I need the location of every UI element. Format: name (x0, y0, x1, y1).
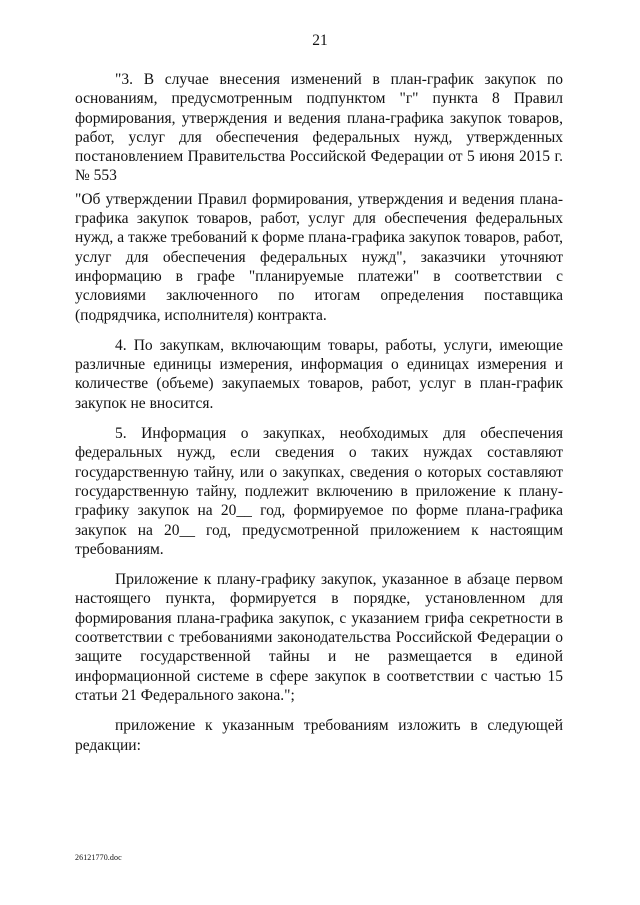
paragraph-item-4: 4. По закупкам, включающим товары, работы, услуги, имеющие различные единицы измерения, информация о единицах измерения и количестве (объеме) закупаемых товаров, работ, услуг в план-график закупок не вносится. (75, 336, 563, 412)
document-file-reference: 26121770.doc (75, 853, 122, 862)
paragraph-item-3: "3. В случае внесения изменений в план-график закупок по основаниям, предусмотренным подпунктом "г" пункта 8 Правил формирования, утверждения и ведения плана-графика закупок товаров, работ, услуг для обеспечения федеральных нужд, утвержденных постановлением Правительства Российской Федерации от 5 июня 2015 г. № 553 (75, 71, 563, 185)
paragraph-amendment: приложение к указанным требованиям изложить в следующей редакции: (75, 717, 563, 754)
document-body (75, 70, 563, 755)
paragraph-resolution-title: "Об утверждении Правил формирования, утверждения и ведения плана-графика закупок товаров, работ, услуг для обеспечения федеральных нужд, а также требований к форме плана-графика закупок товаров, работ, услуг для обеспечения федеральных нужд", заказчики уточняют информацию в графе "планируемые платежи" в соответствии с условиями заключенного по итогам определения поставщика (подрядчика, исполнителя) контракта. (75, 190, 563, 324)
paragraph-appendix-note: Приложение к плану-графику закупок, указанное в абзаце первом настоящего пункта, формируется в порядке, установленном для формирования плана-графика закупок, с указанием грифа секретности в соответствии с требованиями законодательства Российской Федерации о защите государственной тайны и не размещается в единой информационной системе в сфере закупок в соответствии с частью 15 статьи 21 Федерального закона."; (75, 571, 563, 704)
paragraph-item-5: 5. Информация о закупках, необходимых для обеспечения федеральных нужд, если сведения о таких нуждах составляют государственную тайну, или о закупках, сведения о которых составляют государственную тайну, подлежит включению в приложение к плану-графику закупок на 20__ год, формируемое по форме плана-графика закупок на 20__ год, предусмотренной приложением к настоящим требованиям. (75, 425, 563, 558)
page-number: 21 (312, 32, 328, 49)
